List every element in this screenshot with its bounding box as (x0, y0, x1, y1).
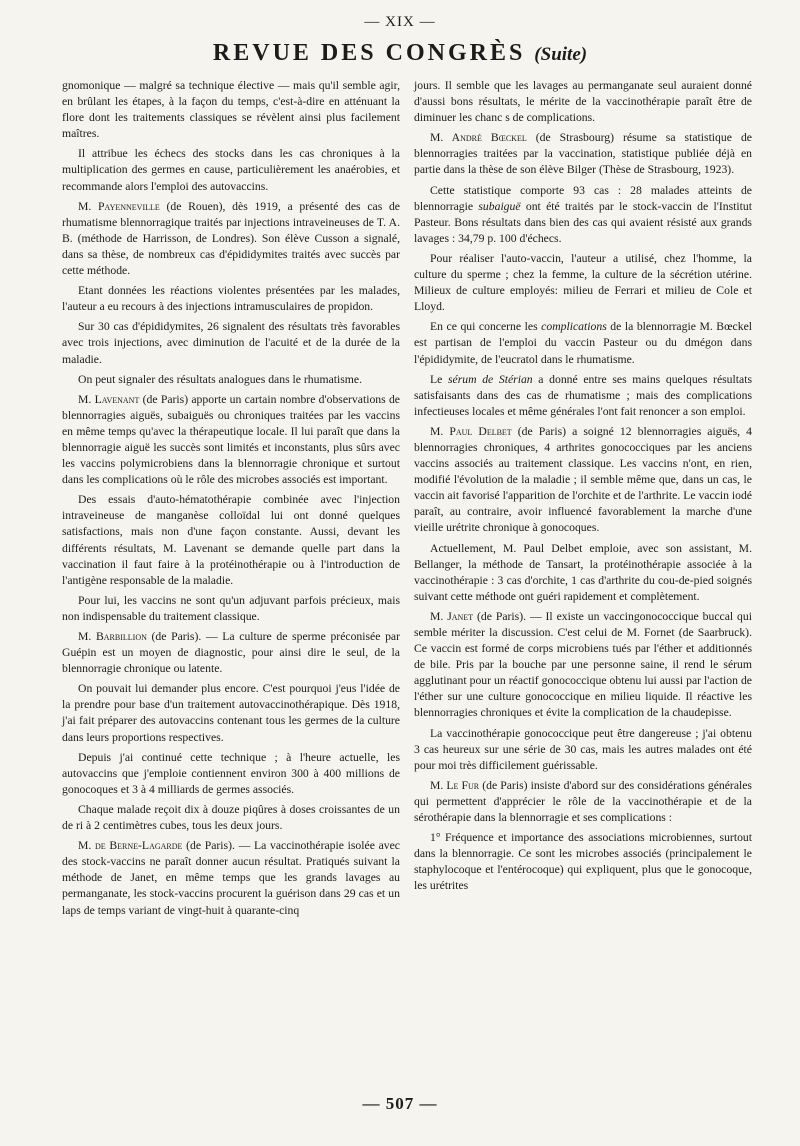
paragraph-text: Le (430, 372, 448, 386)
paragraph: gnomonique — malgré sa technique élective — mais qu'il semble agir, en brûlant les étapes, à la façon du temps, c'est-à-dire en atténuant la flore dont les traitements classiques se révèlent ainsi plus facilement maîtres. (62, 79, 400, 141)
paragraph (62, 629, 400, 677)
paragraph-text: (de Paris) insiste d'abord sur des considérations générales qui permettent d'apprécier le rôle de la vaccinothérapie et de la sérothérapie dans la blennorragie et ses complications : (414, 778, 752, 825)
paragraph: 1° Fréquence et importance des associations microbiennes, surtout dans la blennorragie. Ce sont les microbes associés (principalement le staphylocoque et l'entérocoque) qui expliquent, plus que le gonocoque, les urétrites (414, 831, 752, 893)
paragraph: Chaque malade reçoit dix à douze piqûres à doses croissantes de un de ri à 2 centimètres cubes, tous les deux jours. (62, 802, 400, 833)
paragraph (414, 183, 752, 247)
paragraph (62, 392, 400, 489)
paragraph-text: (de Paris). — La vaccinothérapie isolée avec des stock-vaccins ne paraît donner aucun résultat. Pratiqués suivant la méthode de Janet, en même temps que les grands lavages au permanganate, les stock-vaccins procurent la guérison dans 29 cas et un laps de temps variant de vingt-huit à quarante-cinq (62, 839, 400, 917)
paragraph: Depuis j'ai continué cette technique ; à l'heure actuelle, les autovaccins que j'emploie contiennent environ 300 à 400 millions de gonocoques et 3 à 4 milliards de germes associés. (62, 750, 400, 796)
paragraph: Des essais d'auto-hématothérapie combinée avec l'injection intraveineuse de manganèse colloïdal lui ont donné quelques satisfactions, mais non d'une façon constante. Aussi, devant les différents résultats, M. Lavenant se demande quelle part dans la vaccination il faut faire à la protéinothérapie ou à l'introduction de l'antigène responsable de la maladie. (62, 493, 400, 587)
paragraph-text: En ce qui concerne les (430, 320, 542, 334)
paragraph: Etant données les réactions violentes présentées par les malades, l'auteur a eu recours à des injections intramusculaires de propidon. (62, 284, 400, 314)
speaker-name: M. Le Fur (430, 778, 480, 792)
paragraph-text: (de Paris). — La culture de sperme préconisée par Guépin est un moyen de diagnostic, pour ainsi dire le seul, de la blennorragie chronique ou latente. (62, 630, 401, 676)
speaker-name: M. Janet (430, 609, 474, 623)
speaker-name: M. de Berne-Lagarde (78, 839, 183, 853)
page-number: — 507 — (362, 1094, 438, 1113)
paragraph (414, 424, 752, 537)
paragraph-text: (de Paris) a soigné 12 blennorragies aiguës, 4 blennorragies chroniques, 4 arthrites gonococciques par les anciens vaccins associés au traitement classique. Les vaccins n'ont, en rien, modifié l'évolution de la maladie ; il semble même que, dans un cas, le vaccin ait favorisé l'apparition de l'orchite et de l'arthrite. Le vaccin iodé paraît, au contraire, avoir influencé favorablement la marche d'une vieille urétrite chronique à gonocoques. (414, 424, 752, 535)
page-title (0, 40, 800, 67)
paragraph (414, 609, 752, 722)
italic-term: complications (541, 320, 607, 334)
paragraph-text: a donné entre ses mains quelques résultats satisfaisants dans des cas de rhumatisme ; mais des complications infectieuses locales et même générales l'ont fait renoncer a son emploi. (414, 372, 752, 418)
paragraph (414, 778, 752, 826)
paragraph: Actuellement, M. Paul Delbet emploie, avec son assistant, M. Bellanger, la méthode de Tansart, la protéinothérapie associée à la vaccinothérapie : 3 cas d'orchite, 1 cas d'arthrite du cou-de-pied soignés suivant cette méthode ont guéri rapidement et complètement. (414, 541, 752, 603)
paragraph: Sur 30 cas d'épididymites, 26 signalent des résultats très favorables avec trois injections, avec diminution de l'acuité et de la durée de la maladie. (62, 320, 400, 366)
paragraph-text: (de Strasbourg) résume sa statistique de blennorragies traitées par la vaccination, statistique publiée déjà en partie dans la thèse de son élève Bilger (Thèse de Strasbourg, 1923). (414, 131, 752, 177)
speaker-name: M. André Bœckel (430, 131, 527, 145)
speaker-name: M. Barbillion (78, 630, 147, 643)
speaker-name: M. Paul Delbet (430, 424, 512, 438)
paragraph-text: (de Paris). — Il existe un vaccingonococcique buccal qui semble mériter la discussion. C'est celui de M. Fornet (de Saarbruck). Ce vaccin est formé de corps microbiens tués par l'éther et additionnés de bile. Pris par la bouche par une personne saine, il rend le sérum agglutinant pour un réactif gonococcique obtenu lui aussi par l'action de l'éther sur une culture gonococcique en milieu liquide. Il réactive les blennorragies chroniques et évite la complication de la chaudepisse. (414, 609, 752, 720)
paragraph: jours. Il semble que les lavages au permanganate seul auraient donné d'aussi bons résultats, le mérite de la vaccinothérapie paraît être de diminuer les chanc s de complications. (414, 79, 752, 125)
speaker-name: M. Payenneville (78, 199, 160, 213)
paragraph-text: Cette statistique comporte 93 cas : 28 malades atteints de blennorragie (414, 183, 752, 213)
paragraph (62, 838, 400, 918)
speaker-name: M. Lavenant (78, 392, 140, 406)
paragraph-text: de la blennorragie M. Bœckel est partisan de l'emploi du vaccin Pasteur ou du dmégon dans l'épididymite, de l'eucratol dans le rhumatisme. (414, 320, 753, 366)
right-column (414, 78, 752, 899)
paragraph: On pouvait lui demander plus encore. C'est pourquoi j'eus l'idée de la prendre pour base d'un traitement autovaccinothérapique. Dès 1918, j'ai fait préparer des autovaccins contenant tous les germes de la culture dans leurs proportions respectives. (62, 682, 400, 744)
paragraph-text: (de Rouen), dès 1919, a présenté des cas de rhumatisme blennorragique traités par injections intraveineuses de T. A. B. (méthode de Harrisson, de Londres). Son élève Cusson a signalé, dans sa thèse, de nombreux cas d'épididymites traités avec succès par cette méthode. (62, 199, 400, 278)
paragraph (62, 199, 400, 279)
section-number: — XIX — (364, 14, 436, 30)
italic-term: sérum de Stérian (447, 372, 533, 386)
left-column (62, 78, 400, 923)
paragraph-text: ont été traités par le stock-vaccin de l'Institut Pasteur. Bons résultats dans bien des cas qui avaient résisté aux grands lavages : 34,79 p. 100 d'échecs. (414, 199, 752, 245)
paragraph: Pour lui, les vaccins ne sont qu'un adjuvant parfois précieux, mais non indispensable du traitement classique. (62, 593, 400, 623)
paragraph: Il attribue les échecs des stocks dans les cas chroniques à la multiplication des germes en cause, particulièrement les anaérobies, et recommande alors l'emploi des autovaccins. (62, 147, 400, 193)
paragraph: La vaccinothérapie gonococcique peut être dangereuse ; j'ai obtenu 3 cas heureux sur une série de 30 cas, mais les autres malades ont été pour moi très difficilement guérissable. (414, 726, 752, 772)
italic-term: subaiguë (478, 199, 521, 213)
paragraph (414, 130, 752, 178)
paragraph: On peut signaler des résultats analogues dans le rhumatisme. (78, 372, 362, 386)
paragraph (414, 372, 752, 420)
title-suite: (Suite) (534, 44, 588, 65)
paragraph (414, 319, 752, 367)
title-text: REVUE DES CONGRÈS (212, 40, 526, 66)
paragraph: Pour réaliser l'auto-vaccin, l'auteur a utilisé, chez l'homme, la culture du sperme ; chez la femme, la culture de la sécrétion utérine. Milieux de culture employés: milieu de Ferrari et milieu de Cole et Lloyd. (414, 251, 752, 314)
paragraph-text: (de Paris) apporte un cartain nombre d'observations de blennorragies aiguës, subaiguës ou chroniques traitées par les vaccins en même temps qu'avec la thérapeutique locale. Il lui paraît que dans la blennorragie aiguë les succès sont limités et inconstants, plus sûrs avec les vaccins polymicrobiens dans la blennorragie chronique et surtout dans les complications où le rôle des microbes associés est important. (62, 392, 400, 487)
